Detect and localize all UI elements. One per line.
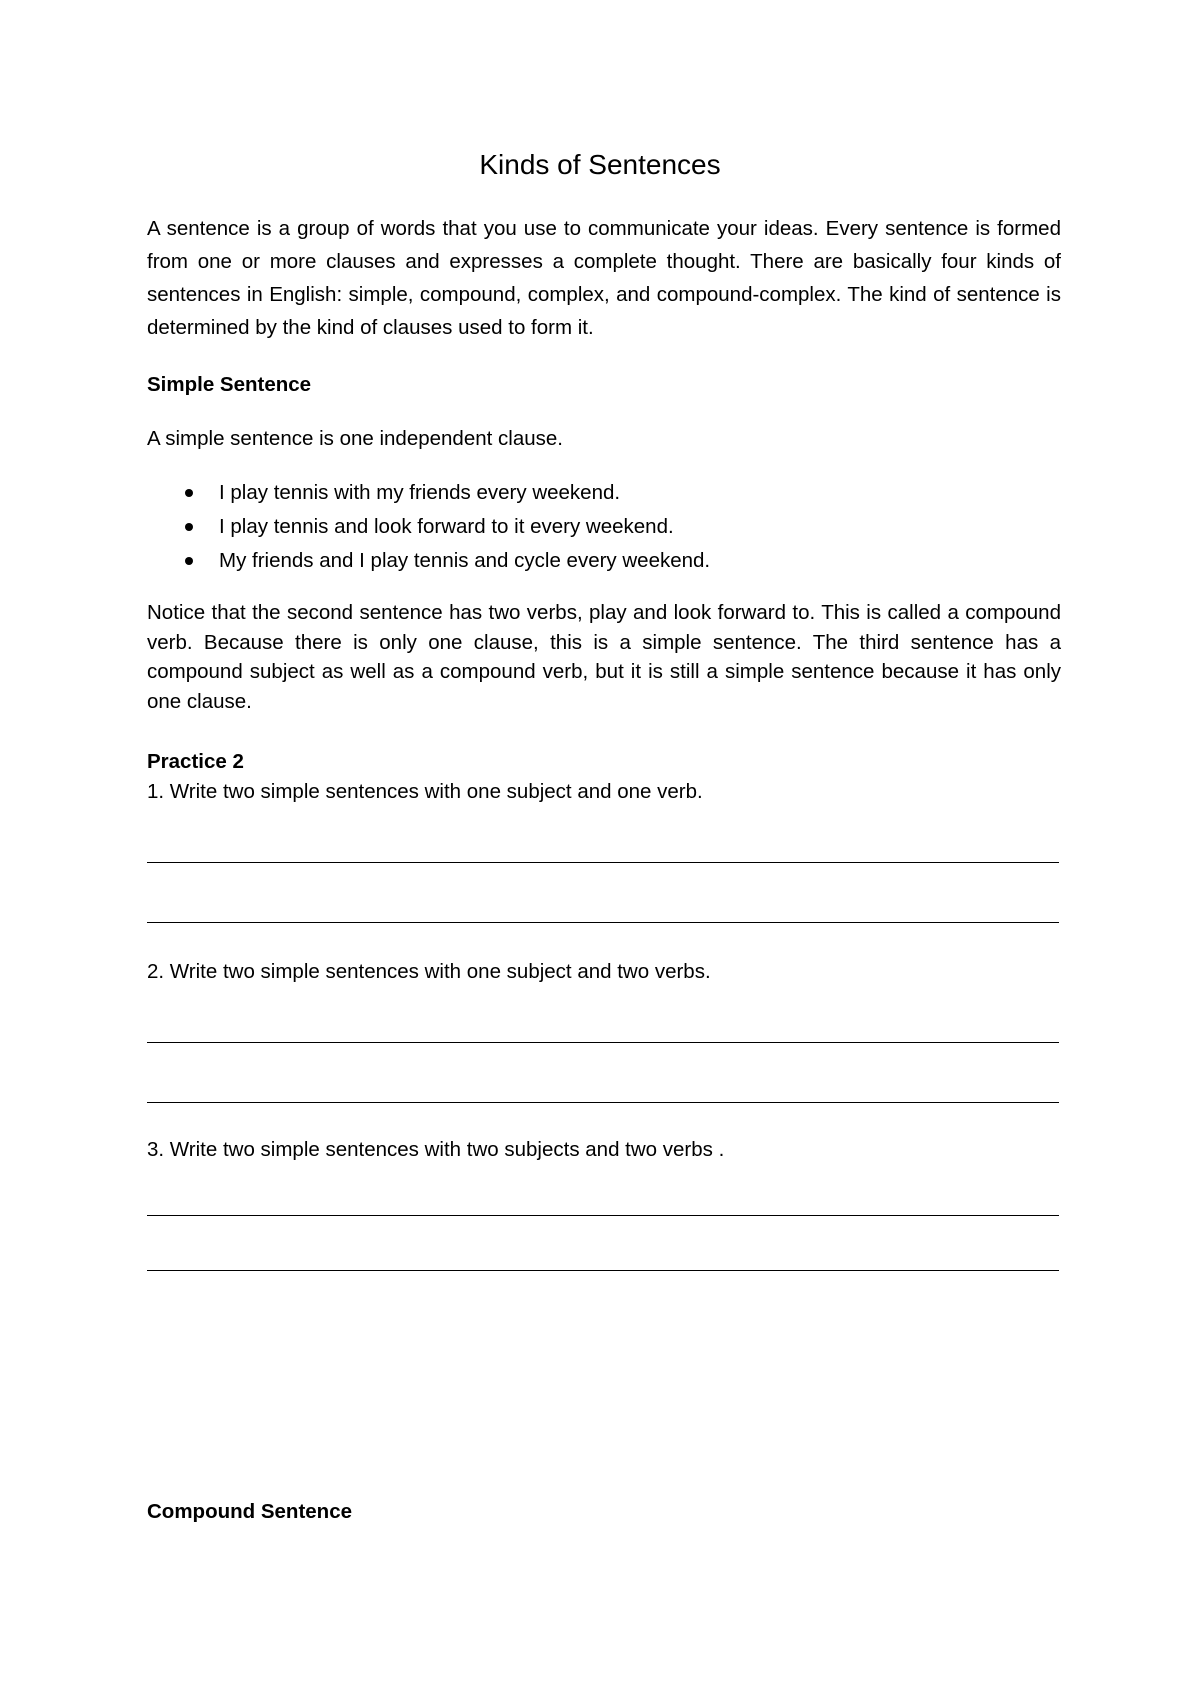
question-3-section [147,1133,1061,1166]
bullet-icon [185,557,193,565]
intro-paragraph: A sentence is a group of words that you use to communicate your ideas. Every sentence is formed from one or more clauses and expresses a complete thought. There are basically four kinds of sentences in English: simple, compound, complex, and compound-complex. The kind of sentence is determined by the kind of clauses used to form it. [147,217,1061,339]
example-text: I play tennis and look forward to it every weekend. [219,515,674,538]
compound-section [147,1495,1061,1528]
compound-sentence-heading: Compound Sentence [147,1500,353,1523]
list-item [147,476,1061,510]
simple-section [147,368,1061,401]
answer-line[interactable] [147,1102,1059,1103]
practice-heading: Practice 2 [147,750,244,773]
example-text: I play tennis with my friends every weekend. [219,481,621,504]
answer-line[interactable] [147,922,1059,923]
answer-line[interactable] [147,862,1059,863]
example-list [147,476,1061,578]
intro-section [147,212,1061,344]
examples-section [147,476,1061,578]
question-1: 1. Write two simple sentences with one subject and one verb. [147,780,703,803]
bullet-icon [185,489,193,497]
question-3: 3. Write two simple sentences with two subjects and two verbs . [147,1138,725,1161]
simple-sentence-definition: A simple sentence is one independent clause. [147,427,563,450]
question-2-section [147,955,1061,988]
page-title: Kinds of Sentences [479,149,721,180]
list-item [147,510,1061,544]
simple-sentence-heading: Simple Sentence [147,373,312,396]
definition-section [147,422,1061,455]
notice-section [147,598,1061,716]
notice-paragraph: Notice that the second sentence has two verbs, play and look forward to. This is called a compound verb. Because there is only one clause, this is a simple sentence. The third sentence has a compound subject as well as a compound verb, but it is still a simple sentence because it has only one clause. [147,601,1061,713]
bullet-icon [185,523,193,531]
answer-line[interactable] [147,1270,1059,1271]
list-item [147,544,1061,578]
answer-line[interactable] [147,1042,1059,1043]
example-text: My friends and I play tennis and cycle every weekend. [219,549,711,572]
practice-section [147,747,1061,807]
question-2: 2. Write two simple sentences with one subject and two verbs. [147,960,711,983]
answer-line[interactable] [147,1215,1059,1216]
